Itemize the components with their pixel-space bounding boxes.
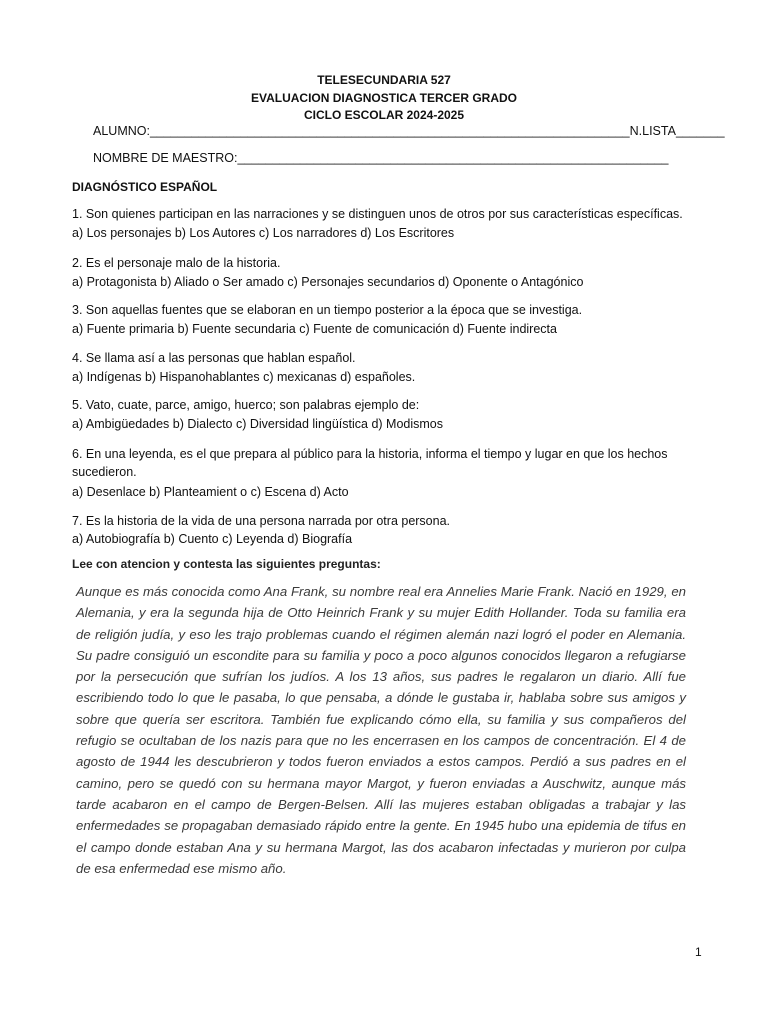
question-3: 3. Son aquellas fuentes que se elaboran en un tiempo posterior a la época que se investiga.	[72, 303, 583, 317]
question-1: 1. Son quienes participan en las narraciones y se distinguen unos de otros por sus características específicas.	[72, 207, 683, 221]
answers-1: a) Los personajes b) Los Autores c) Los narradores d) Los Escritores	[72, 226, 455, 240]
exam-title: EVALUACION DIAGNOSTICA TERCER GRADO	[250, 91, 517, 105]
question-6-continued: sucedieron.	[72, 465, 137, 479]
question-6: 6. En una leyenda, es el que prepara al público para la historia, informa el tiempo y lugar en que los hechos	[72, 447, 668, 461]
student-name-field[interactable]: ALUMNO:_____________________________________________________________________N.LISTA_______	[93, 124, 725, 138]
answers-6: a) Desenlace b) Planteamient o c) Escena d) Acto	[72, 485, 349, 499]
reading-instruction: Lee con atencion y contesta las siguientes preguntas:	[72, 557, 381, 571]
answers-3: a) Fuente primaria b) Fuente secundaria c) Fuente de comunicación d) Fuente indirecta	[72, 322, 557, 336]
question-5: 5. Vato, cuate, parce, amigo, huerco; son palabras ejemplo de:	[72, 398, 420, 412]
answers-5: a) Ambigüedades b) Dialecto c) Diversidad lingüística d) Modismos	[72, 417, 443, 431]
question-2: 2. Es el personaje malo de la historia.	[72, 256, 281, 270]
answers-2: a) Protagonista b) Aliado o Ser amado c) Personajes secundarios d) Oponente o Antagónico	[72, 275, 584, 289]
answers-4: a) Indígenas b) Hispanohablantes c) mexicanas d) españoles.	[72, 370, 416, 384]
teacher-name-field[interactable]: NOMBRE DE MAESTRO:______________________________________________________________	[93, 151, 669, 165]
reading-passage: Aunque es más conocida como Ana Frank, su nombre real era Annelies Marie Frank. Nació en 1929, en Alemania, y era la segunda hija de Otto Heinrich Frank y su mujer Edith Hollander. Toda su familia era de religión judía, y eso les trajo problemas cuando el régimen alemán nazi logró el poder en Alemania. Su padre consiguió un escondite para su familia y poco a poco algunos conocidos llegaron a refugiarse por la persecución que sufrían los judíos. A los 13 años, sus padres le regalaron un diario. Allí fue escribiendo todo lo que le pasaba, lo que pensaba, a dónde le gustaba ir, hablaba sobre sus amigos y sobre que quería ser escritora. También fue explicando cómo ella, su familia y sus compañeros del refugio se ocultaban de los nazis para que no les encerrasen en los campos de concentración. El 4 de agosto de 1944 les descubrieron y todos fueron enviados a estos campos. Perdió a sus padres en el camino, pero se quedó con su hermana mayor Margot, y fueron enviadas a Auschwitz, aunque más tarde acabaron en el campo de Bergen-Belsen. Allí las mujeres estaban obligadas a trabajar y las enfermedades se propagaban demasiado rápido entre la gente. En 1945 hubo una epidemia de tifus en el campo donde estaban Ana y su hermana Margot, las dos acabaron infectadas y murieron por culpa de esa enfermedad ese mismo año.	[76, 584, 686, 876]
question-7: 7. Es la historia de la vida de una persona narrada por otra persona.	[72, 514, 451, 528]
answers-7: a) Autobiografía b) Cuento c) Leyenda d) Biografía	[72, 532, 353, 546]
school-name: TELESECUNDARIA 527	[317, 73, 451, 87]
question-4: 4. Se llama así a las personas que hablan español.	[72, 351, 356, 365]
school-cycle: CICLO ESCOLAR 2024-2025	[303, 108, 465, 122]
section-title: DIAGNÓSTICO ESPAÑOL	[72, 180, 218, 194]
page-number: 1	[695, 945, 702, 959]
